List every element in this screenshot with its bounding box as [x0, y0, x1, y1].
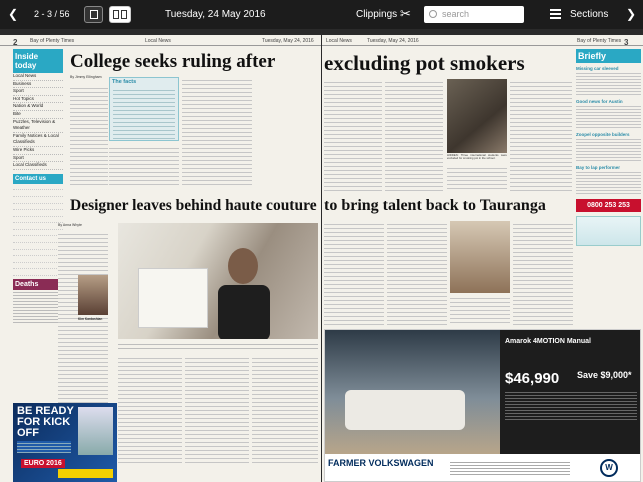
- article-column: [185, 355, 249, 465]
- list-item[interactable]: Sport: [13, 155, 63, 163]
- section-label: Local News: [145, 38, 171, 44]
- list-item[interactable]: Sport: [13, 88, 63, 96]
- double-page-view-icon[interactable]: [109, 6, 131, 23]
- scissors-icon[interactable]: ✂: [400, 6, 411, 21]
- contact-row: [13, 184, 63, 191]
- running-head: [0, 38, 321, 46]
- right-newspaper-page[interactable]: [322, 35, 643, 482]
- euro-ad[interactable]: [13, 403, 117, 482]
- list-item[interactable]: Business: [13, 81, 63, 89]
- page-indicator: 2 - 3 / 56: [34, 9, 70, 19]
- contact-row: [13, 263, 63, 270]
- list-item[interactable]: Local Classifieds: [13, 162, 63, 170]
- article-column: [324, 221, 384, 325]
- contact-row: [13, 256, 63, 263]
- page-number: 3: [624, 38, 629, 47]
- headline-pot-smokers[interactable]: excluding pot smokers: [324, 51, 525, 75]
- page-number: 2: [13, 38, 18, 47]
- contact-row: [13, 210, 63, 217]
- facts-title: The facts: [112, 79, 137, 85]
- list-item[interactable]: Bite: [13, 111, 63, 119]
- issue-date[interactable]: Tuesday, 24 May 2016: [165, 9, 266, 20]
- contact-row: [13, 190, 63, 197]
- article-column: [109, 145, 179, 185]
- sections-button[interactable]: Sections: [570, 9, 609, 20]
- clippings-button[interactable]: Clippings: [356, 9, 398, 20]
- contact-row: [13, 243, 63, 250]
- briefly-panel: [576, 49, 641, 246]
- section-label: Local News: [326, 38, 352, 44]
- running-head-title: Bay of Plenty Times: [577, 38, 622, 44]
- byline: By Jimmy Ellingham: [70, 75, 102, 79]
- college-photo[interactable]: [447, 79, 507, 153]
- article-column: [118, 355, 182, 465]
- running-head-title: Bay of Plenty Times: [30, 38, 75, 44]
- contact-row: [13, 223, 63, 230]
- list-item[interactable]: Family Notices & Local Classifieds: [13, 133, 63, 147]
- article-column: [510, 79, 572, 191]
- contact-row: [13, 236, 63, 243]
- brief-heading[interactable]: Missing car sleeved: [576, 66, 619, 71]
- article-column: [447, 165, 507, 191]
- article-column: [450, 295, 510, 325]
- volkswagen-ad[interactable]: [324, 329, 641, 482]
- facts-box: [109, 77, 179, 141]
- list-item[interactable]: Nation & World: [13, 103, 63, 111]
- search-input[interactable]: search: [424, 6, 524, 23]
- brief-heading[interactable]: Zoopel opposite builders: [576, 132, 630, 137]
- ad-brand: FARMER VOLKSWAGEN: [328, 458, 434, 468]
- ad-model: Amarok 4MOTION Manual: [505, 338, 591, 345]
- deaths-title: Deaths: [13, 279, 63, 290]
- left-newspaper-page[interactable]: [0, 35, 321, 482]
- page-date: Tuesday, May 24, 2016: [262, 38, 314, 44]
- article-column: [252, 355, 318, 465]
- article-column: [182, 77, 252, 185]
- ad-saving: Save $9,000*: [577, 370, 632, 380]
- sections-menu-icon[interactable]: [550, 9, 561, 19]
- contact-row: [13, 204, 63, 211]
- inside-today-title: Inside today: [13, 49, 63, 73]
- deaths-notices: [13, 290, 63, 324]
- headline-talent[interactable]: to bring talent back to Tauranga: [324, 197, 546, 214]
- article-column: [324, 79, 382, 191]
- back-chevron-icon[interactable]: ❮: [8, 7, 19, 21]
- top-toolbar: [0, 0, 643, 29]
- contact-row: [13, 230, 63, 237]
- ad-price: $46,990: [505, 370, 560, 387]
- inside-today-panel: [13, 49, 63, 324]
- list-item[interactable]: Hot Topics: [13, 96, 63, 104]
- photo-caption: Kim Kardashian: [78, 317, 103, 321]
- contact-row: [13, 217, 63, 224]
- photo-caption: HIDDEN: Three international students were excluded for smoking pot in the school.: [447, 154, 507, 161]
- article-column: [387, 221, 447, 325]
- byline: By Anna Whyte: [58, 223, 82, 227]
- list-item[interactable]: Local News: [13, 73, 63, 81]
- promo-phone[interactable]: 0800 253 253: [576, 199, 641, 212]
- contact-us-title: Contact us: [13, 174, 63, 184]
- forward-chevron-icon[interactable]: ❯: [626, 7, 637, 21]
- briefly-title: Briefly: [576, 49, 641, 63]
- list-item[interactable]: Puzzles, Television & Weather: [13, 119, 63, 133]
- vw-logo-icon: W: [600, 459, 618, 477]
- euro-badge: EURO 2016: [21, 459, 65, 468]
- article-column: [385, 79, 443, 191]
- brief-heading[interactable]: Good news for Austin: [576, 99, 623, 104]
- article-column: [70, 85, 108, 185]
- page-date: Tuesday, May 24, 2016: [367, 38, 419, 44]
- headline-designer[interactable]: Designer leaves behind haute couture: [70, 197, 317, 214]
- running-head: [322, 38, 643, 46]
- contact-row: [13, 250, 63, 257]
- article-column: [513, 221, 573, 325]
- portrait-photo[interactable]: [450, 221, 510, 293]
- single-page-view-icon[interactable]: [84, 6, 103, 23]
- contact-row: [13, 269, 63, 276]
- kardashian-photo: [78, 275, 108, 315]
- contact-row: [13, 197, 63, 204]
- headline-college[interactable]: College seeks ruling after: [70, 51, 276, 72]
- brief-heading[interactable]: Bay to lap performer: [576, 165, 621, 170]
- list-item[interactable]: Wire Picks: [13, 147, 63, 155]
- ad-headline: BE READY FOR KICK OFF: [17, 405, 74, 439]
- designer-photo[interactable]: [118, 223, 318, 339]
- photo-caption: [118, 341, 318, 351]
